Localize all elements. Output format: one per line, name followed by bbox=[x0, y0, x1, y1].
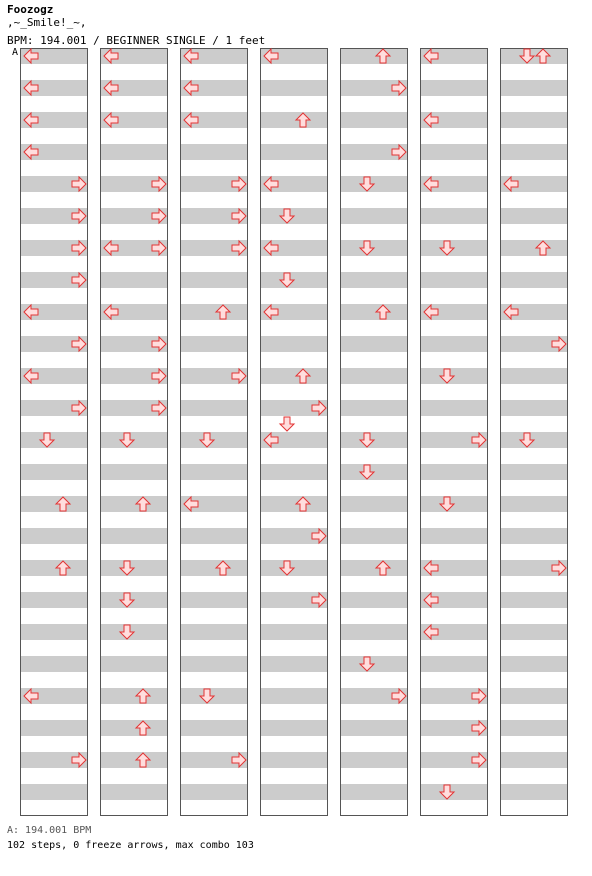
beat-stripe bbox=[500, 592, 568, 608]
beat-stripe bbox=[20, 496, 88, 512]
down-arrow-icon bbox=[280, 417, 294, 431]
beat-stripe bbox=[340, 528, 408, 544]
beat-stripe bbox=[260, 656, 328, 672]
beat-stripe bbox=[420, 208, 488, 224]
chart-column bbox=[180, 48, 248, 816]
beat-stripe bbox=[20, 592, 88, 608]
beat-stripe bbox=[260, 144, 328, 160]
beat-stripe bbox=[420, 528, 488, 544]
beat-stripe bbox=[180, 720, 248, 736]
beat-stripe bbox=[500, 464, 568, 480]
beat-stripe bbox=[340, 400, 408, 416]
beat-stripe bbox=[260, 784, 328, 800]
beat-stripe bbox=[20, 656, 88, 672]
beat-stripe bbox=[500, 624, 568, 640]
beat-stripe bbox=[180, 528, 248, 544]
beat-stripe bbox=[20, 720, 88, 736]
beat-stripe bbox=[100, 752, 168, 768]
beat-stripe bbox=[340, 208, 408, 224]
beat-stripe bbox=[20, 528, 88, 544]
beat-stripe bbox=[100, 688, 168, 704]
beat-stripe bbox=[340, 112, 408, 128]
chart-info: BPM: 194.001 / BEGINNER SINGLE / 1 feet bbox=[7, 34, 266, 47]
beat-stripe bbox=[420, 400, 488, 416]
beat-stripe bbox=[340, 592, 408, 608]
beat-stripe bbox=[500, 496, 568, 512]
beat-stripe bbox=[180, 560, 248, 576]
beat-stripe bbox=[340, 272, 408, 288]
beat-stripe bbox=[100, 464, 168, 480]
beat-stripe bbox=[100, 656, 168, 672]
beat-stripe bbox=[180, 304, 248, 320]
beat-stripe bbox=[100, 144, 168, 160]
beat-stripe bbox=[500, 144, 568, 160]
beat-stripe bbox=[20, 784, 88, 800]
beat-stripe bbox=[500, 752, 568, 768]
beat-stripe bbox=[260, 720, 328, 736]
beat-stripe bbox=[260, 368, 328, 384]
beat-stripe bbox=[500, 688, 568, 704]
beat-stripe bbox=[260, 464, 328, 480]
beat-stripe bbox=[340, 48, 408, 64]
beat-stripe bbox=[420, 336, 488, 352]
beat-stripe bbox=[500, 720, 568, 736]
beat-stripe bbox=[180, 624, 248, 640]
beat-stripe bbox=[180, 400, 248, 416]
beat-stripe bbox=[20, 560, 88, 576]
beat-stripe bbox=[500, 272, 568, 288]
beat-stripe bbox=[260, 752, 328, 768]
beat-stripe bbox=[260, 336, 328, 352]
beat-stripe bbox=[100, 272, 168, 288]
beat-stripe bbox=[340, 368, 408, 384]
beat-stripe bbox=[340, 496, 408, 512]
beat-stripe bbox=[420, 144, 488, 160]
beat-stripe bbox=[340, 624, 408, 640]
beat-stripe bbox=[100, 528, 168, 544]
beat-stripe bbox=[260, 112, 328, 128]
beat-stripe bbox=[420, 80, 488, 96]
beat-stripe bbox=[340, 784, 408, 800]
beat-stripe bbox=[500, 400, 568, 416]
beat-stripe bbox=[100, 496, 168, 512]
beat-stripe bbox=[180, 272, 248, 288]
beat-stripe bbox=[20, 624, 88, 640]
beat-stripe bbox=[20, 464, 88, 480]
beat-stripe bbox=[500, 240, 568, 256]
beat-stripe bbox=[340, 560, 408, 576]
beat-stripe bbox=[500, 208, 568, 224]
beat-stripe bbox=[340, 752, 408, 768]
beat-stripe bbox=[340, 304, 408, 320]
beat-stripe bbox=[500, 784, 568, 800]
chart-column bbox=[340, 48, 408, 816]
beat-stripe bbox=[260, 688, 328, 704]
chart-column bbox=[500, 48, 568, 816]
chart-column bbox=[100, 48, 168, 816]
beat-stripe bbox=[500, 80, 568, 96]
beat-stripe bbox=[180, 592, 248, 608]
beat-stripe bbox=[180, 336, 248, 352]
beat-stripe bbox=[420, 464, 488, 480]
beat-stripe bbox=[260, 624, 328, 640]
beat-stripe bbox=[500, 368, 568, 384]
beat-stripe bbox=[500, 528, 568, 544]
chart-column bbox=[420, 48, 488, 816]
beat-stripe bbox=[340, 336, 408, 352]
step-stats: 102 steps, 0 freeze arrows, max combo 103 bbox=[7, 840, 254, 851]
artist-name: Foozogz bbox=[7, 3, 54, 16]
bpm-marker-label: A bbox=[12, 47, 19, 58]
beat-stripe bbox=[500, 112, 568, 128]
beat-stripe bbox=[180, 784, 248, 800]
bpm-summary: A: 194.001 BPM bbox=[7, 825, 92, 836]
beat-stripe bbox=[180, 144, 248, 160]
beat-stripe bbox=[260, 496, 328, 512]
beat-stripe bbox=[420, 656, 488, 672]
beat-stripe bbox=[420, 272, 488, 288]
beat-stripe bbox=[180, 656, 248, 672]
beat-stripe bbox=[260, 80, 328, 96]
beat-stripe bbox=[180, 464, 248, 480]
beat-stripe bbox=[100, 720, 168, 736]
beat-stripe bbox=[340, 720, 408, 736]
chart-column bbox=[260, 48, 328, 816]
beat-stripe bbox=[100, 784, 168, 800]
beat-stripe bbox=[500, 656, 568, 672]
song-title: ,~_Smile!_~, bbox=[7, 16, 87, 29]
